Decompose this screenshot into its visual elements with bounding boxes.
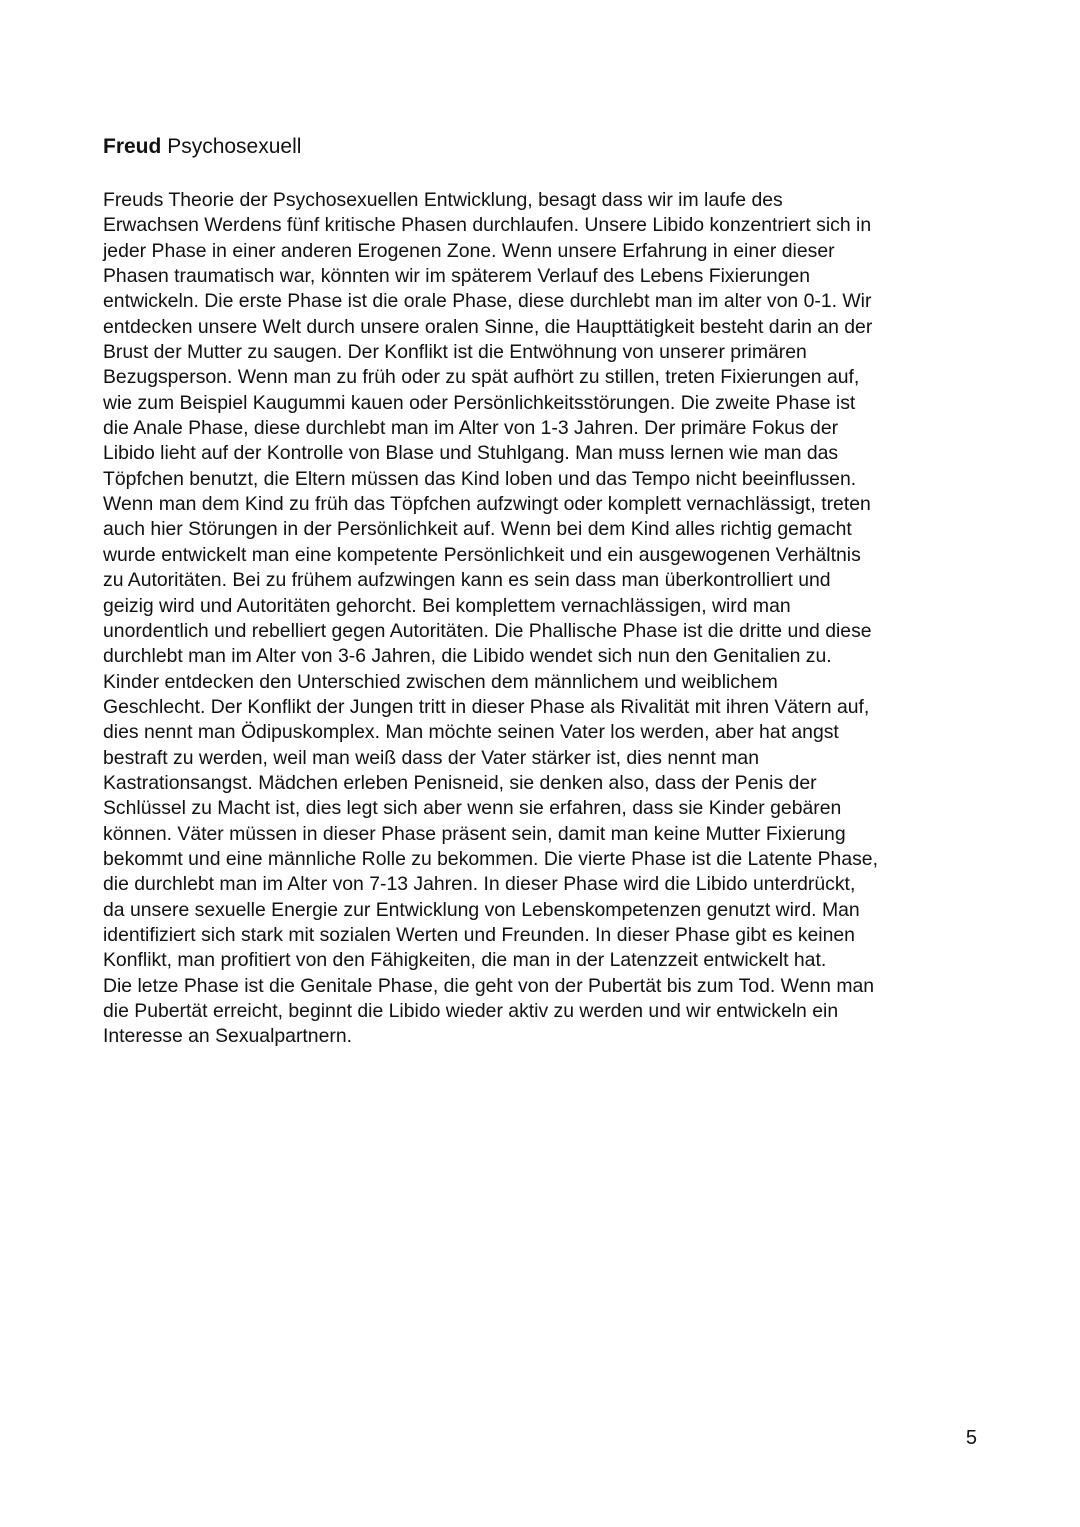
page-number: 5: [965, 1427, 977, 1449]
body-line: Schlüssel zu Macht ist, dies legt sich aber wenn sie erfahren, dass sie Kinder gebären: [103, 797, 842, 820]
body-line: bestraft zu werden, weil man weiß dass der Vater stärker ist, dies nennt man: [103, 746, 759, 769]
body-line: Die letze Phase ist die Genitale Phase, die geht von der Pubertät bis zum Tod. Wenn man: [103, 974, 875, 997]
body-line: die Anale Phase, diese durchlebt man im Alter von 1-3 Jahren. Der primäre Fokus der: [103, 417, 839, 440]
body-line: Erwachsen Werdens fünf kritische Phasen durchlaufen. Unsere Libido konzentriert sich in: [103, 214, 872, 237]
body-line: entdecken unsere Welt durch unsere oralen Sinne, die Haupttätigkeit besteht darin an der: [103, 315, 873, 338]
body-line: geizig wird und Autoritäten gehorcht. Bei komplettem vernachlässigen, wird man: [103, 594, 791, 617]
heading-bold-word: Freud: [103, 135, 162, 158]
body-line: identifiziert sich stark mit sozialen Werten und Freunden. In dieser Phase gibt es keinen: [103, 923, 855, 946]
body-line: die durchlebt man im Alter von 7-13 Jahren. In dieser Phase wird die Libido unterdrückt,: [103, 873, 856, 896]
body-line: Konflikt, man profitiert von den Fähigkeiten, die man in der Latenzzeit entwickelt hat.: [103, 949, 827, 972]
body-line: Töpfchen benutzt, die Eltern müssen das Kind loben und das Tempo nicht beeinflussen.: [103, 467, 857, 490]
body-line: die Pubertät erreicht, beginnt die Libido wieder aktiv zu werden und wir entwickeln ein: [103, 1000, 839, 1022]
body-line: Interesse an Sexualpartnern.: [103, 1025, 353, 1048]
body-line: Wenn man dem Kind zu früh das Töpfchen aufzwingt oder komplett vernachlässigt, treten: [103, 493, 871, 516]
body-line: dies nennt man Ödipuskomplex. Man möchte seinen Vater los werden, aber hat angst: [103, 721, 839, 744]
body-line: Geschlecht. Der Konflikt der Jungen tritt in dieser Phase als Rivalität mit ihren Vätern auf,: [103, 695, 870, 718]
body-line: Bezugsperson. Wenn man zu früh oder zu spät aufhört zu stillen, treten Fixierungen auf,: [103, 366, 860, 389]
body-line: auch hier Störungen in der Persönlichkeit auf. Wenn bei dem Kind alles richtig gemacht: [103, 518, 852, 541]
body-line: unordentlich und rebelliert gegen Autoritäten. Die Phallische Phase ist die dritte und diese: [103, 619, 872, 642]
body-line: Brust der Mutter zu saugen. Der Konflikt ist die Entwöhnung von unserer primären: [103, 341, 807, 364]
body-line: jeder Phase in einer anderen Erogenen Zone. Wenn unsere Erfahrung in einer dieser: [103, 239, 835, 262]
body-line: zu Autoritäten. Bei zu frühem aufzwingen kann es sein dass man überkontrolliert und: [103, 569, 831, 592]
body-line: Libido lieht auf der Kontrolle von Blase und Stuhlgang. Man muss lernen wie man das: [103, 442, 839, 465]
body-line: Phasen traumatisch war, könnten wir im späterem Verlauf des Lebens Fixierungen: [103, 265, 811, 288]
body-line: wurde entwickelt man eine kompetente Persönlichkeit und ein ausgewogenen Verhältnis: [103, 543, 861, 566]
heading-subtitle: Psychosexuell: [167, 135, 302, 158]
body-line: wie zum Beispiel Kaugummi kauen oder Persönlichkeitsstörungen. Die zweite Phase ist: [103, 391, 856, 414]
body-line: Freuds Theorie der Psychosexuellen Entwicklung, besagt dass wir im laufe des: [103, 189, 783, 211]
body-line: entwickeln. Die erste Phase ist die orale Phase, diese durchlebt man im alter von 0-1. Wir: [103, 290, 872, 313]
page-heading: [103, 133, 301, 161]
body-paragraph: [103, 188, 983, 1050]
body-line: durchlebt man im Alter von 3-6 Jahren, die Libido wendet sich nun den Genitalien zu.: [103, 645, 832, 668]
body-line: bekommt und eine männliche Rolle zu bekommen. Die vierte Phase ist die Latente Phase,: [103, 847, 878, 870]
body-line: können. Väter müssen in dieser Phase präsent sein, damit man keine Mutter Fixierung: [103, 822, 846, 845]
body-line: da unsere sexuelle Energie zur Entwicklung von Lebenskompetenzen genutzt wird. Man: [103, 898, 860, 921]
body-line: Kastrationsangst. Mädchen erleben Penisneid, sie denken also, dass der Penis der: [103, 771, 817, 794]
body-line: Kinder entdecken den Unterschied zwischen dem männlichem und weiblichem: [103, 670, 778, 693]
